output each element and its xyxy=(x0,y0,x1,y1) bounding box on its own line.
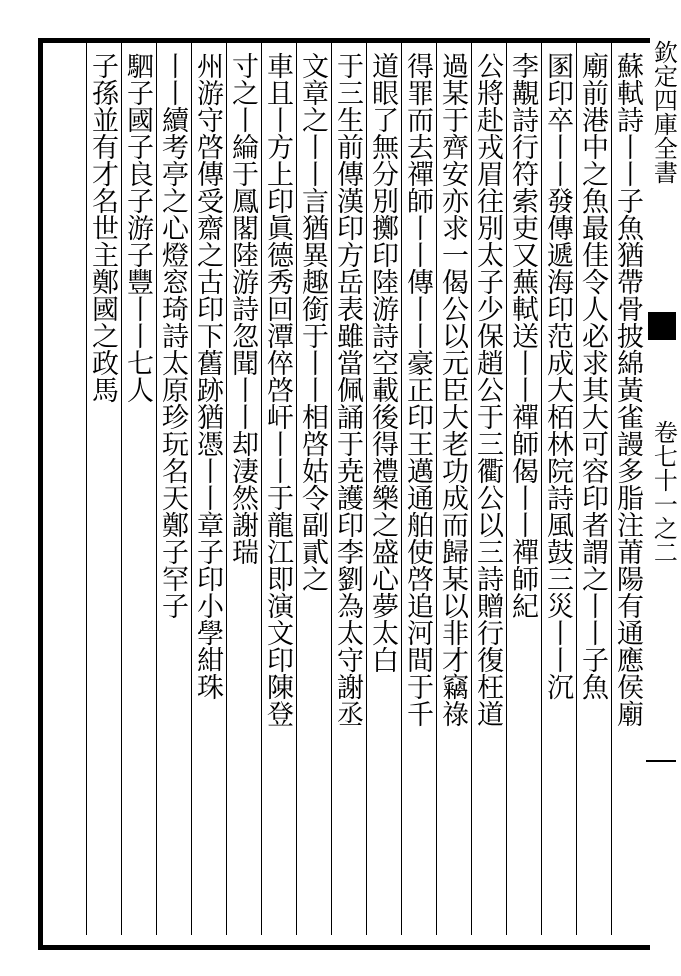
text-column-3: 圂印卒丨丨發傳遞海印范成大栢林院詩風鼓三災丨丨沉 xyxy=(542,52,573,700)
text-column-16: 子孫並有才名世主鄭國之政馬 xyxy=(87,52,118,403)
book-title: 欽定四庫全書 xyxy=(649,40,678,184)
text-column-14: 丨丨續考亭之心燈窓琦詩太原珍玩名天鄭子罕子 xyxy=(157,52,188,619)
text-column-8: 道眼了無分別擲印陸游詩空載後得禮樂之盛心夢太白 xyxy=(367,52,398,673)
text-column-4: 李覯詩行符索吏又蕪軾送丨丨禪師偈丨丨禪師紀 xyxy=(507,52,538,619)
text-column-12: 寸之丨綸于鳳閣陸游詩忽聞丨丨却淒然謝瑞 xyxy=(227,52,258,565)
volume-label: 卷七十一之二 xyxy=(649,420,678,564)
text-column-6: 過某于齊安亦求一偈公以元臣大老功成而歸某以非才竊祿 xyxy=(437,52,468,727)
text-column-15: 駟子國子良子游子豐丨丨七人 xyxy=(122,52,153,403)
text-column-13: 州游守啓傳受齋之古印下舊跡猶憑丨丨章子印小學紺珠 xyxy=(192,52,223,700)
text-column-9: 于三生前傳漢印方岳表雖當佩誦于尭護印李劉為太守謝丞 xyxy=(332,52,363,727)
text-column-2: 廟前港中之魚最佳令人必求其大可容印者謂之丨丨子魚 xyxy=(577,52,608,700)
text-column-5: 公將赴戎眉往別太子少保趙公于三衢公以三詩贈行復枉道 xyxy=(472,52,503,727)
text-column-7: 得罪而去禪師丨丨傳丨丨豪正印王邁通舶使啓追河間于千 xyxy=(402,52,433,727)
fish-tail-mark xyxy=(648,312,676,340)
text-column-10: 文章之丨丨言猶異趣銜于丨丨相啓姑令副貳之 xyxy=(297,52,328,592)
margin-strip xyxy=(648,20,681,960)
margin-separator xyxy=(646,760,676,762)
text-column-1: 蘇軾詩丨丨子魚猶帶骨披綿黃雀謾多脂注莆陽有通應侯廟 xyxy=(612,52,643,727)
text-column-11: 車且丨方上印眞德秀回潭倅啓屽丨丨于龍江即演文印陳登 xyxy=(262,52,293,727)
